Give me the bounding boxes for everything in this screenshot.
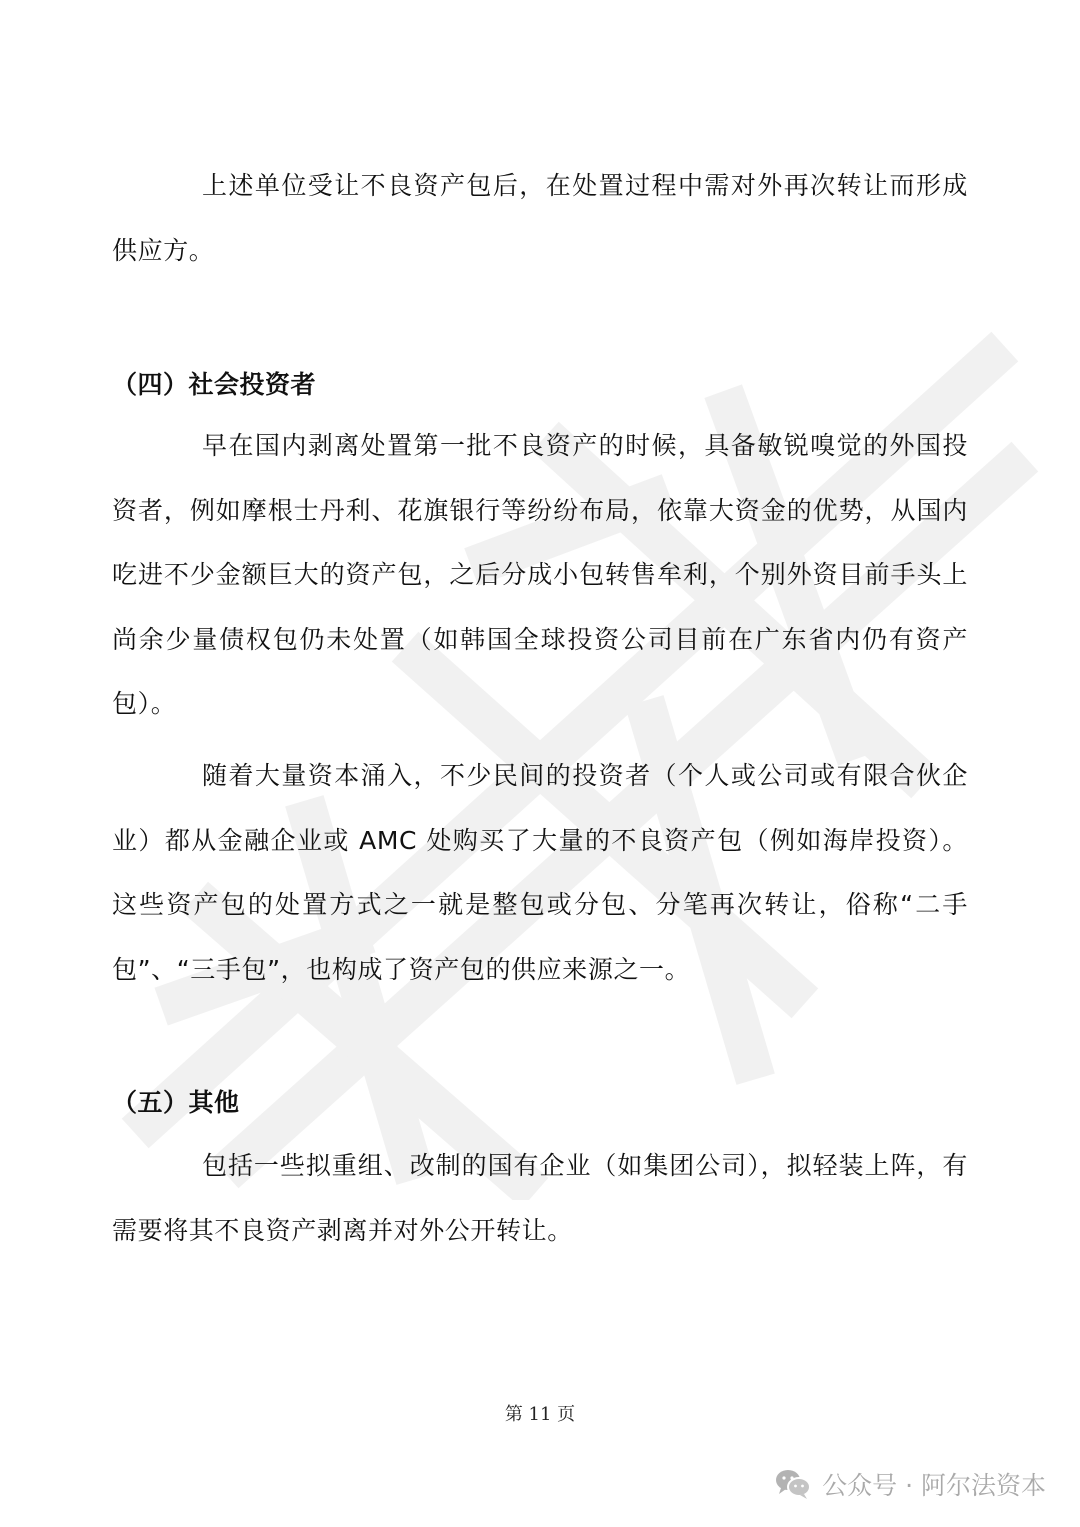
paragraph-private-investors: 随着大量资本涌入，不少民间的投资者（个人或公司或有限合伙企业）都从金融企业或 AMC 处购买了大量的不良资产包（例如海岸投资）。这些资产包的处置方式之一就是整包或分包、分笔再次转让，俗称“二手包”、“三手包”，也构成了资产包的供应来源之一。	[112, 761, 968, 984]
paragraph-state-enterprises: 包括一些拟重组、改制的国有企业（如集团公司），拟轻装上阵，有需要将其不良资产剥离并对外公开转让。	[112, 1151, 968, 1245]
section-heading-social-investors: （四）社会投资者	[112, 370, 317, 399]
paragraph-foreign-investors: 早在国内剥离处置第一批不良资产的时候，具备敏锐嗅觉的外国投资者，例如摩根士丹利、花旗银行等纷纷布局，依靠大资金的优势，从国内吃进不少金额巨大的资产包，之后分成小包转售牟利，个别外资目前手头上尚余少量债权包仍未处置（如韩国全球投资公司目前在广东省内仍有资产包）。	[112, 431, 968, 718]
footer-brand	[774, 1464, 1046, 1504]
paragraph-supply-side: 上述单位受让不良资产包后，在处置过程中需对外再次转让而形成供应方。	[112, 171, 968, 265]
section-heading-others: （五）其他	[112, 1088, 240, 1117]
wechat-icon	[774, 1468, 812, 1500]
page-number: 第 11 页	[504, 1404, 576, 1425]
footer-brand-text: 公众号 · 阿尔法资本	[822, 1471, 1046, 1500]
